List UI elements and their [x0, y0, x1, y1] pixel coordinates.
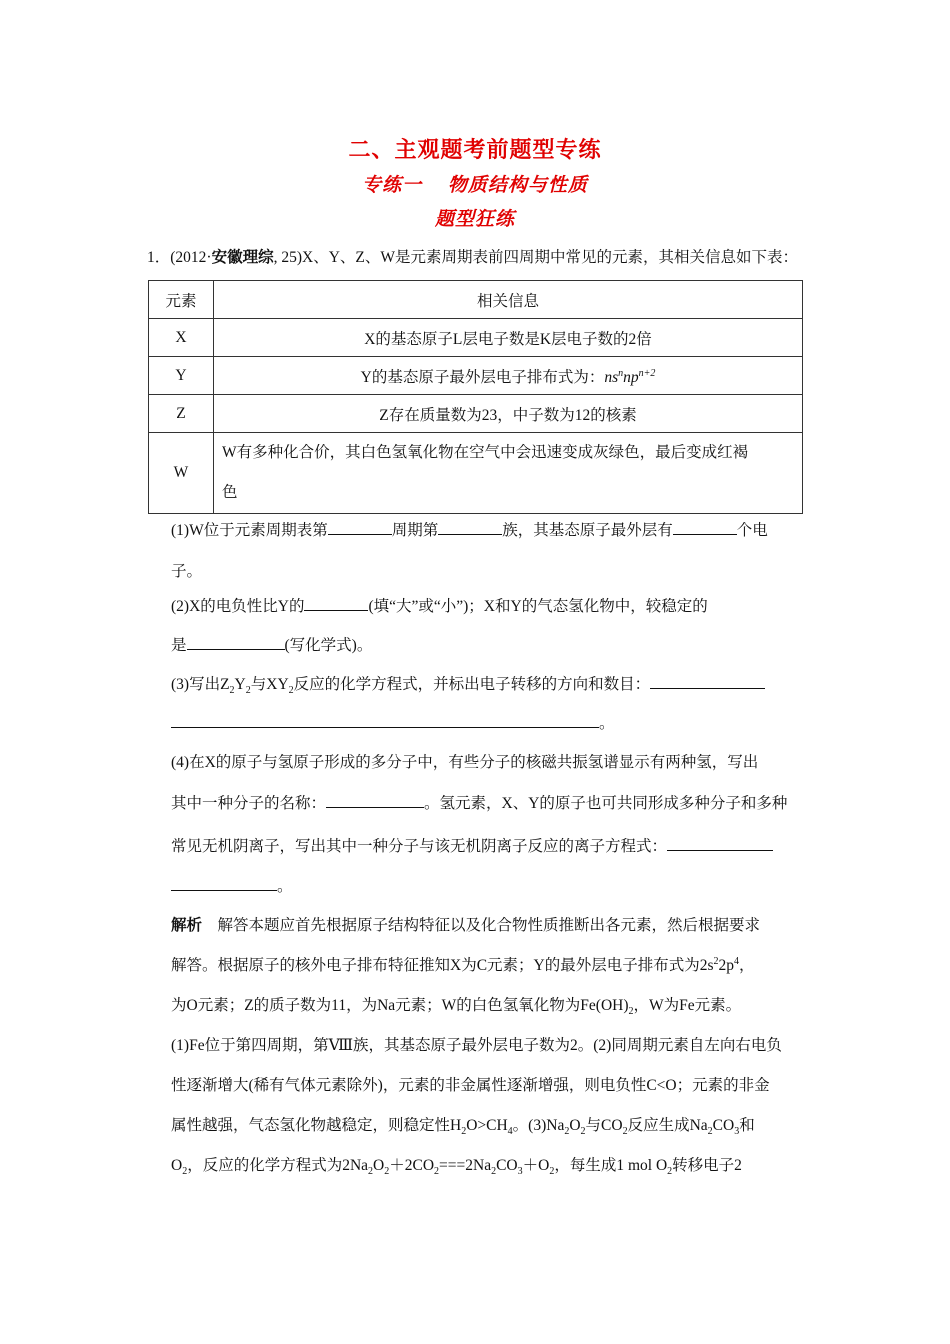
text: ＋2CO [389, 1157, 435, 1174]
info-cell: X的基态原子L层电子数是K层电子数的2倍 [214, 319, 803, 357]
formula-ns: ns [604, 368, 619, 386]
subquestion-1 [171, 518, 811, 540]
text: Y [234, 676, 246, 693]
subscript: 2 [245, 685, 251, 697]
question-intro [147, 245, 798, 267]
answer-blank[interactable] [438, 520, 502, 535]
text: ， [739, 957, 755, 974]
text: 2p [718, 957, 735, 974]
table-row [149, 433, 803, 514]
analysis-line [171, 1153, 811, 1177]
subquestion-2 [171, 594, 811, 616]
text: 属性越强，气态氢化物越稳定，则稳定性H [171, 1117, 462, 1134]
text: CO [496, 1157, 518, 1174]
element-cell: W [149, 433, 214, 514]
answer-blank[interactable] [304, 596, 368, 611]
subscript: 2 [182, 1166, 188, 1178]
text: 反应生成Na [627, 1117, 708, 1134]
sup-n-plus-2: n+2 [638, 367, 656, 379]
text: 个电 [736, 522, 768, 539]
text: CO [712, 1117, 735, 1134]
info-cell [214, 433, 803, 514]
analysis-line [171, 913, 811, 935]
text: 其中一种分子的名称： [171, 795, 327, 812]
text: 解答。根据原子的核外电子排布特征推知X为C元素；Y的最外层电子排布式为2s [171, 957, 714, 974]
answer-blank[interactable] [667, 836, 773, 851]
subscript: 2 [622, 1126, 628, 1138]
subscript: 2 [384, 1166, 390, 1178]
section-title: 二、主观题考前题型专练 [348, 137, 602, 162]
table-row [149, 357, 803, 395]
subquestion-1-cont: 子。 [171, 563, 203, 580]
subquestion-4: (4)在X的原子与氢原子形成的多分子中，有些分子的核磁共振氢谱显示有两种氢，写出 [171, 754, 759, 771]
text: 与XY [250, 676, 289, 693]
element-cell: Y [149, 357, 214, 395]
text: 解答本题应首先根据原子结构特征以及化合物性质推断出各元素，然后根据要求 [202, 917, 761, 934]
subquestion-3 [171, 672, 811, 696]
element-cell: Z [149, 395, 214, 433]
header-info: 相关信息 [214, 281, 803, 319]
text: O [373, 1157, 385, 1174]
element-info-table [148, 280, 803, 514]
text: ，W为Fe元素。 [633, 997, 742, 1014]
text: (2)X的电负性比Y的 [171, 598, 305, 615]
subscript: 2 [707, 1126, 713, 1138]
text: O>CH [466, 1117, 508, 1134]
text: ，反应的化学方程式为2Na [187, 1157, 369, 1174]
analysis-line [171, 1113, 811, 1137]
info-cell: Z存在质量数为23，中子数为12的核素 [214, 395, 803, 433]
text: (填“大”或“小”)；X和Y的气态氢化物中，较稳定的 [368, 598, 708, 615]
text: 转移电子2 [672, 1157, 742, 1174]
text: (1)W位于元素周期表第 [171, 522, 328, 539]
answer-blank[interactable] [328, 520, 392, 535]
answer-blank[interactable] [650, 674, 765, 689]
text: 族，其基态原子最外层有 [502, 522, 673, 539]
text: ===2Na [439, 1157, 492, 1174]
subquestion-4-line2 [171, 791, 811, 813]
subscript: 2 [288, 685, 294, 697]
intro-suffix: , 25)X、Y、Z、W是元素周期表前四周期中常见的元素，其相关信息如下表： [273, 249, 798, 266]
intro-source: 安徽理综 [211, 249, 274, 266]
text: O [171, 1157, 183, 1174]
text: 。 [599, 715, 615, 732]
subscript: 3 [734, 1126, 740, 1138]
analysis-line: 性逐渐增大(稀有气体元素除外)，元素的非金属性逐渐增强，则电负性C<O；元素的非金 [171, 1077, 770, 1094]
text: 为O元素；Z的质子数为11，为Na元素；W的白色氢氧化物为Fe(OH) [171, 997, 629, 1014]
info-line: 色 [222, 484, 238, 501]
answer-blank[interactable] [326, 793, 424, 808]
analysis-line [171, 953, 811, 975]
text: 和 [739, 1117, 755, 1134]
info-text: Y的基态原子最外层电子排布式为： [360, 368, 605, 386]
topic-title: 专练一 物质结构与性质 [362, 175, 588, 196]
subscript: 2 [580, 1126, 586, 1138]
element-cell: X [149, 319, 214, 357]
subquestion-3-cont [171, 711, 811, 733]
subscript: 2 [229, 685, 235, 697]
superscript: 2 [713, 955, 719, 967]
table-row [149, 319, 803, 357]
text: ＋O [522, 1157, 550, 1174]
info-cell [214, 357, 803, 395]
text: 与CO [585, 1117, 623, 1134]
text: ，每生成1 mol O [554, 1157, 668, 1174]
subscript: 4 [507, 1126, 513, 1138]
subscript: 2 [491, 1166, 497, 1178]
text: 。氢元素，X、Y的原子也可共同形成多种分子和多种 [424, 795, 788, 812]
text: (3)写出Z [171, 676, 230, 693]
text: 。(3)Na [512, 1117, 565, 1134]
text: 。 [277, 878, 293, 895]
subscript: 2 [549, 1166, 555, 1178]
answer-blank[interactable] [187, 635, 285, 650]
subscript: 2 [564, 1126, 570, 1138]
text: (写化学式)。 [284, 637, 373, 654]
subquestion-2-cont [171, 633, 811, 655]
text: 是 [171, 637, 187, 654]
intro-prefix: 1．(2012· [147, 249, 212, 266]
superscript: 4 [734, 955, 740, 967]
formula-np: np [623, 368, 639, 386]
subscript: 3 [517, 1166, 523, 1178]
table-row [149, 395, 803, 433]
info-line: W有多种化合价，其白色氢氧化物在空气中会迅速变成灰绿色，最后变成红褐 [222, 444, 749, 461]
answer-blank[interactable] [171, 713, 599, 728]
subscript: 2 [628, 1006, 634, 1018]
header-element: 元素 [149, 281, 214, 319]
answer-blank[interactable] [171, 876, 277, 891]
subtopic-title: 题型狂练 [434, 209, 515, 230]
text: 常见无机阴离子，写出其中一种分子与该无机阴离子反应的离子方程式： [171, 838, 668, 855]
analysis-line: (1)Fe位于第四周期，第Ⅷ族，其基态原子最外层电子数为2。(2)同周期元素自左向右电负 [171, 1037, 782, 1054]
subscript: 2 [434, 1166, 440, 1178]
subscript: 2 [368, 1166, 374, 1178]
subscript: 2 [461, 1126, 467, 1138]
subquestion-4-line4 [171, 874, 811, 896]
subscript: 2 [667, 1166, 673, 1178]
answer-blank[interactable] [673, 520, 737, 535]
text: 周期第 [391, 522, 439, 539]
text: O [569, 1117, 581, 1134]
table-header-row [149, 281, 803, 319]
text: 反应的化学方程式，并标出电子转移的方向和数目： [293, 676, 651, 693]
analysis-label: 解析 [171, 917, 203, 934]
analysis-line [171, 993, 811, 1017]
sup-n: n [618, 367, 624, 379]
subquestion-4-line3 [171, 834, 811, 856]
